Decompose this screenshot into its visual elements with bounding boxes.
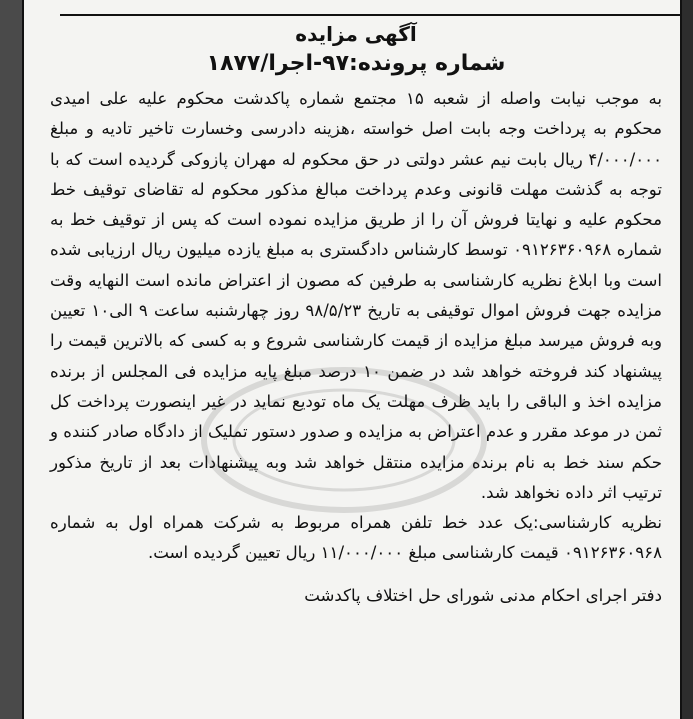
expert-opinion: نظریه کارشناسی:یک عدد خط تلفن همراه مربوط به شرکت همراه اول به شماره ۰۹۱۲۶۳۶۰۹۶۸ قیمت کارشناسی مبلغ ۱۱/۰۰۰/۰۰۰ ریال تعیین گردیده است. [50,513,662,563]
right-scan-border [682,0,693,719]
signature: دفتر اجرای احکام مدنی شورای حل اختلاف پاکدشت [304,585,662,605]
case-number: شماره پرونده:۹۷-اجرا/۱۸۷۷ [206,51,506,76]
notice-title: آگهی مزایده [295,22,417,46]
notice-body: به موجب نیابت واصله از شعبه ۱۵ مجتمع شماره پاکدشت محکوم علیه علی امیدی محکوم به پرداخت وجه بابت اصل خواسته ،هزینه دادرسی وخسارت تاخیر تادیه و مبلغ ۴/۰۰۰/۰۰۰ ریال بابت نیم عشر دولتی در حق محکوم له مهران پازوکی گردیده است که با توجه به گذشت مهلت قانونی وعدم پرداخت مبالغ مذکور محکوم له تقاضای توقیف خط محکوم علیه و نهایتا فروش آن را از طریق مزایده نموده است که پس از توقیف خط به شماره ۰۹۱۲۶۳۶۰۹۶۸ توسط کارشناس دادگستری به مبلغ یازده میلیون ریال ارزیابی شده است وبا ابلاغ نظریه کارشناسی به طرفین که مصون از اعتراض مانده است النهایه وقت مزایده جهت فروش اموال توقیفی به تاریخ ۹۸/۵/۲۳ روز چهارشنبه ساعت ۹ الی۱۰ تعیین وبه فروش میرسد مبلغ مزایده از قیمت کارشناسی شروع و به کسی که بالاترین قیمت را پیشنهاد کند فروخته خواهد شد در ضمن ۱۰ درصد مبلغ پایه مزایده فی المجلس از برنده مزایده اخذ و الباقی را باید ظرف مهلت یک ماه تودیع نماید در غیر اینصورت پرداخت کل ثمن در موعد مقرر و عدم اعتراض به مزایده و صدور دستور تملیک از دادگاه صادر کننده و حکم سند خط به نام برنده مزایده منتقل خواهد شد وبه پیشنهادات بعد از تاریخ مذکور ترتیب اثر داده نخواهد شد. [50,89,662,502]
notice-content [50,20,662,611]
notice-sheet [22,0,682,719]
top-rule [60,0,680,16]
left-scan-border [0,0,22,719]
